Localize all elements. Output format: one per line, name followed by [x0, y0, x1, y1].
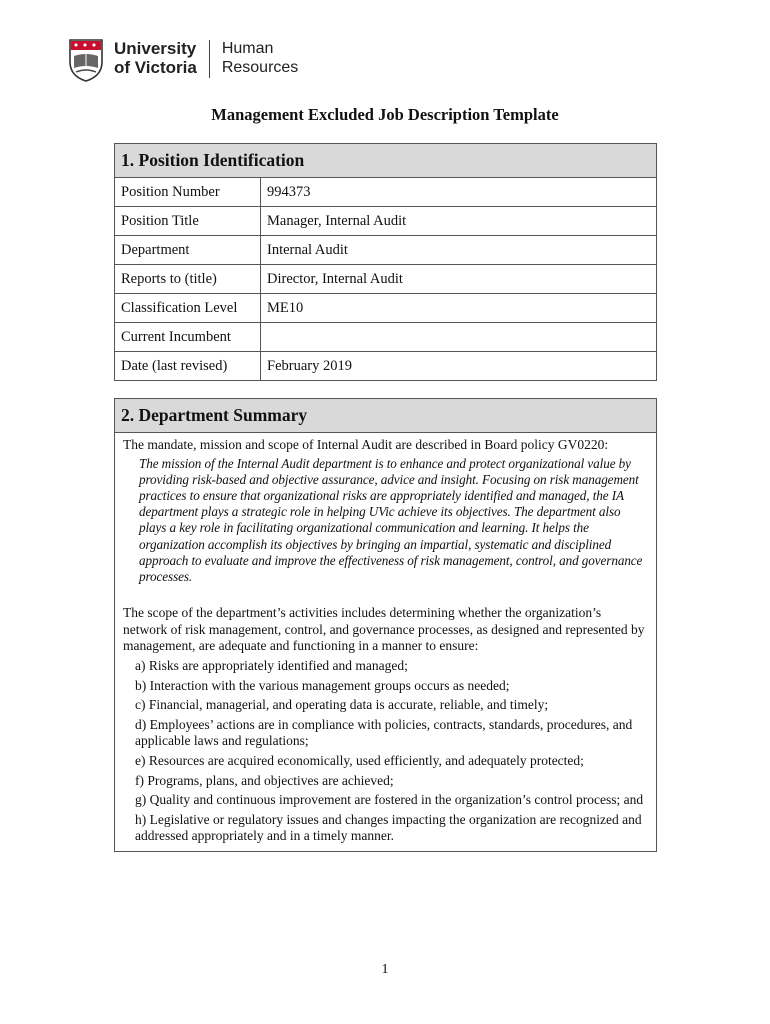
- row-label: Classification Level: [115, 294, 261, 323]
- row-value: Internal Audit: [261, 236, 657, 265]
- table-row: [115, 236, 657, 265]
- row-value: Manager, Internal Audit: [261, 207, 657, 236]
- mission-statement: The mission of the Internal Audit department is to enhance and protect organizational value by providing risk-based and objective assurance, advice and insight. Focusing on risk management practices to ensure that organizational risks are appropriately identified and managed, the IA department plays a strategic role in helping UVic achieve its objectives. The department also plays a key role in facilitating organizational communication and learning. It helps the organization accomplish its objectives by bringing an impartial, systematic and disciplined approach to evaluate and improve the effectiveness of risk management, control, and governance processes.: [139, 455, 643, 585]
- row-value: Director, Internal Audit: [261, 265, 657, 294]
- row-value: [261, 323, 657, 352]
- row-label: Reports to (title): [115, 265, 261, 294]
- summary-intro: The mandate, mission and scope of Internal Audit are described in Board policy GV0220:: [123, 437, 609, 452]
- list-item: g) Quality and continuous improvement are fostered in the organization’s control process; and: [135, 792, 644, 808]
- list-item: b) Interaction with the various management groups occurs as needed;: [135, 677, 510, 693]
- list-item: h) Legislative or regulatory issues and changes impacting the organization are recognized and addressed appropriately and in a timely manner.: [135, 811, 642, 844]
- row-label: Date (last revised): [115, 352, 261, 381]
- table-row: [115, 207, 657, 236]
- row-value: February 2019: [261, 352, 657, 381]
- logo-divider: [209, 40, 210, 78]
- row-label: Department: [115, 236, 261, 265]
- table-row: [115, 265, 657, 294]
- document-title: Management Excluded Job Description Template: [211, 105, 559, 124]
- scope-list: [135, 658, 648, 845]
- list-item: c) Financial, managerial, and operating data is accurate, reliable, and timely;: [135, 697, 549, 713]
- table-row: [115, 178, 657, 207]
- section-heading: 1. Position Identification: [115, 144, 657, 178]
- table-row: [115, 294, 657, 323]
- summary-body: [115, 433, 657, 852]
- row-label: Position Number: [115, 178, 261, 207]
- table-row: [115, 323, 657, 352]
- university-crest-icon: [68, 38, 104, 82]
- row-label: Current Incumbent: [115, 323, 261, 352]
- section-heading: 2. Department Summary: [115, 399, 657, 433]
- row-value: ME10: [261, 294, 657, 323]
- unit-name: Human Resources: [221, 40, 299, 76]
- row-value: 994373: [261, 178, 657, 207]
- department-summary-table: [114, 398, 657, 852]
- list-item: f) Programs, plans, and objectives are achieved;: [135, 772, 394, 788]
- list-item: a) Risks are appropriately identified and managed;: [135, 658, 408, 673]
- list-item: d) Employees’ actions are in compliance with policies, contracts, standards, procedures, and applicable laws and regulations;: [135, 716, 633, 749]
- uvic-hr-logo: [68, 38, 298, 82]
- row-label: Position Title: [115, 207, 261, 236]
- table-row: [115, 352, 657, 381]
- page-number: 1: [381, 962, 389, 977]
- university-name: University of Victoria: [114, 39, 197, 77]
- scope-statement: The scope of the department’s activities includes determining whether the organization’s network of risk management, control, and governance processes, as designed and represented by management, are adequate and functioning in a manner to ensure:: [123, 605, 645, 654]
- list-item: e) Resources are acquired economically, used efficiently, and adequately protected;: [135, 752, 584, 768]
- position-identification-table: [114, 143, 657, 381]
